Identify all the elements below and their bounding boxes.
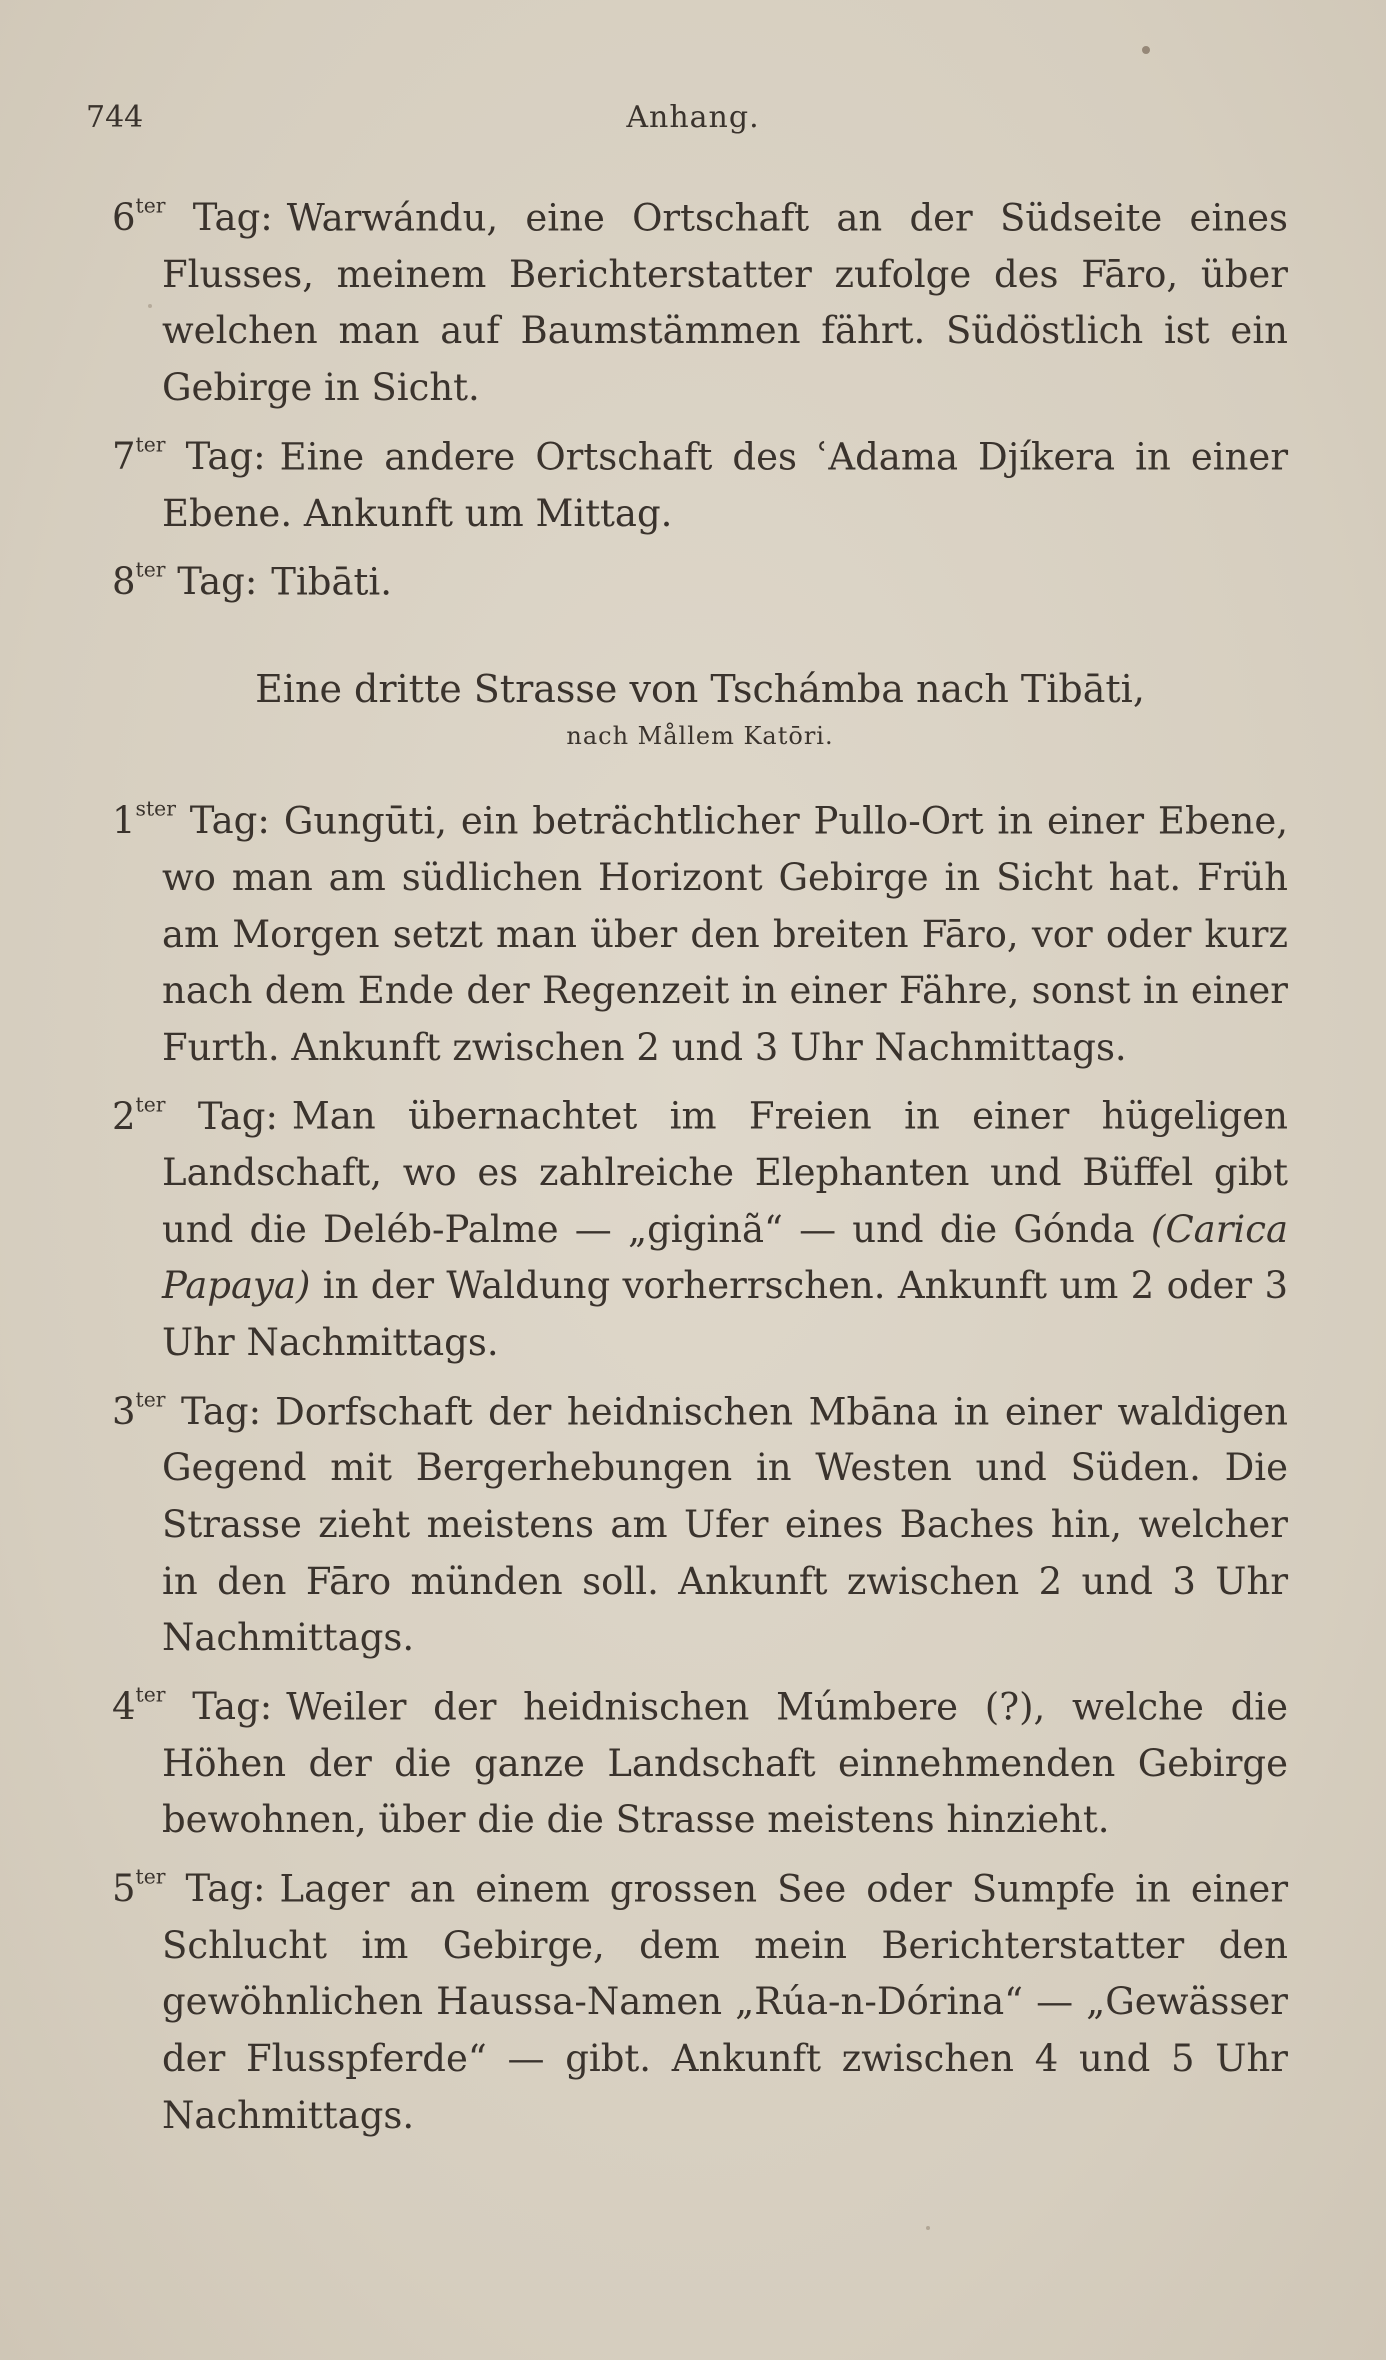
day-label [112,1092,278,1138]
body-text [112,178,1288,2144]
day-word: Tag: [185,1867,266,1911]
day-word: Tag: [177,560,258,604]
entry-text: in der Waldung vorherrschen. Ankunft um 2 oder 3 Uhr Nachmittags. [162,1264,1289,1364]
day-number: 4 [112,1685,136,1729]
route-entry [112,1372,1288,1667]
day-number: 7 [112,434,136,478]
day-suffix: ter [135,1387,166,1412]
entry-text: Gungūti, ein beträchtlicher Pullo-Ort in einer Ebene, wo man am südlichen Horizont Gebirge in Sicht hat. Früh am Morgen setzt man über den breiten Fāro, vor oder kurz nach dem Ende der Regenzeit in einer Fähre, sonst in einer Furth. Ankunft zwischen 2 und 3 Uhr Nachmittags. [162,799,1289,1069]
day-label [112,560,257,603]
day-label [112,799,270,842]
route-entry [112,1076,1288,1371]
page-number: 744 [86,100,144,135]
day-word: Tag: [181,1389,262,1433]
entry-text: Dorfschaft der heidnischen Mbāna in einer waldigen Gegend mit Bergerhebungen in Westen und Süden. Die Strasse zieht meistens am Ufer eines Baches hin, welcher in den Fāro münden soll. Ankunft zwischen 2 und 3 Uhr Nachmittags. [162,1389,1289,1660]
header-title: Anhang. [626,100,760,135]
day-label [112,1387,262,1433]
running-head [86,100,1300,150]
day-suffix: ter [135,558,166,583]
entry-text: Lager an einem grossen See oder Sumpfe in einer Schlucht im Gebirge, dem mein Berichterstatter den gewöhnlichen Haussa-Namen „Rúa-n-Dórina“ — „Gewässer der Flusspferde“ — gibt. Ankunft zwischen 4 und 5 Uhr Nachmittags. [162,1867,1289,2137]
day-label [112,1682,273,1729]
entry-text: Warwándu, eine Ortschaft an der Südseite eines Flusses, meinem Berichterstatter zufolge des Fāro, über welchen man auf Baumstämmen fährt. Südöstlich ist ein Gebirge in Sicht. [162,196,1288,410]
day-label [112,432,266,478]
paper-speck [1142,46,1150,54]
day-label [112,1864,266,1911]
entry-text: Tibāti. [271,560,393,604]
day-suffix: ter [135,1092,166,1117]
day-number: 5 [112,1867,136,1911]
route-entry [112,417,1288,542]
entry-text: Weiler der heidnischen Múmbere (?), welche die Höhen der die ganze Landschaft einnehmenden Gebirge bewohnen, über die die Strasse meistens hinzieht. [162,1685,1288,1842]
section-subtitle: nach Mållem Katōri. [566,722,834,751]
day-suffix: ter [135,1864,166,1889]
day-number: 2 [112,1094,136,1138]
day-word: Tag: [192,1685,273,1729]
paper-speck [926,2226,930,2230]
entry-text: Man übernachtet im Freien in einer hügeligen Landschaft, wo es zahlreiche Elephanten und Büffel gibt und die Deléb-Palme — „giginã“ — und die Gónda [162,1094,1289,1251]
route-entry [112,542,1288,611]
day-word: Tag: [189,799,270,843]
day-suffix: ster [135,797,176,822]
day-label [112,196,273,239]
day-number: 8 [112,560,136,604]
route-entry [112,781,1288,1076]
day-word: Tag: [185,434,266,478]
day-number: 6 [112,196,136,240]
route-entry [112,1667,1288,1849]
day-suffix: ter [135,194,166,218]
day-number: 1 [112,799,136,843]
day-word: Tag: [192,196,273,240]
day-suffix: ter [135,1682,166,1707]
day-word: Tag: [197,1094,278,1138]
route-entry [112,178,1288,417]
entry-text: Eine andere Ortschaft des ʿAdama Djíkera in einer Ebene. Ankunft um Mittag. [162,434,1289,535]
entry-text-italic: (Carica Papaya) [162,1207,1288,1308]
route-entry [112,1849,1288,2144]
day-suffix: ter [135,432,166,457]
day-number: 3 [112,1389,136,1433]
section-title: Eine dritte Strasse von Tschámba nach Tibāti, [255,667,1145,712]
